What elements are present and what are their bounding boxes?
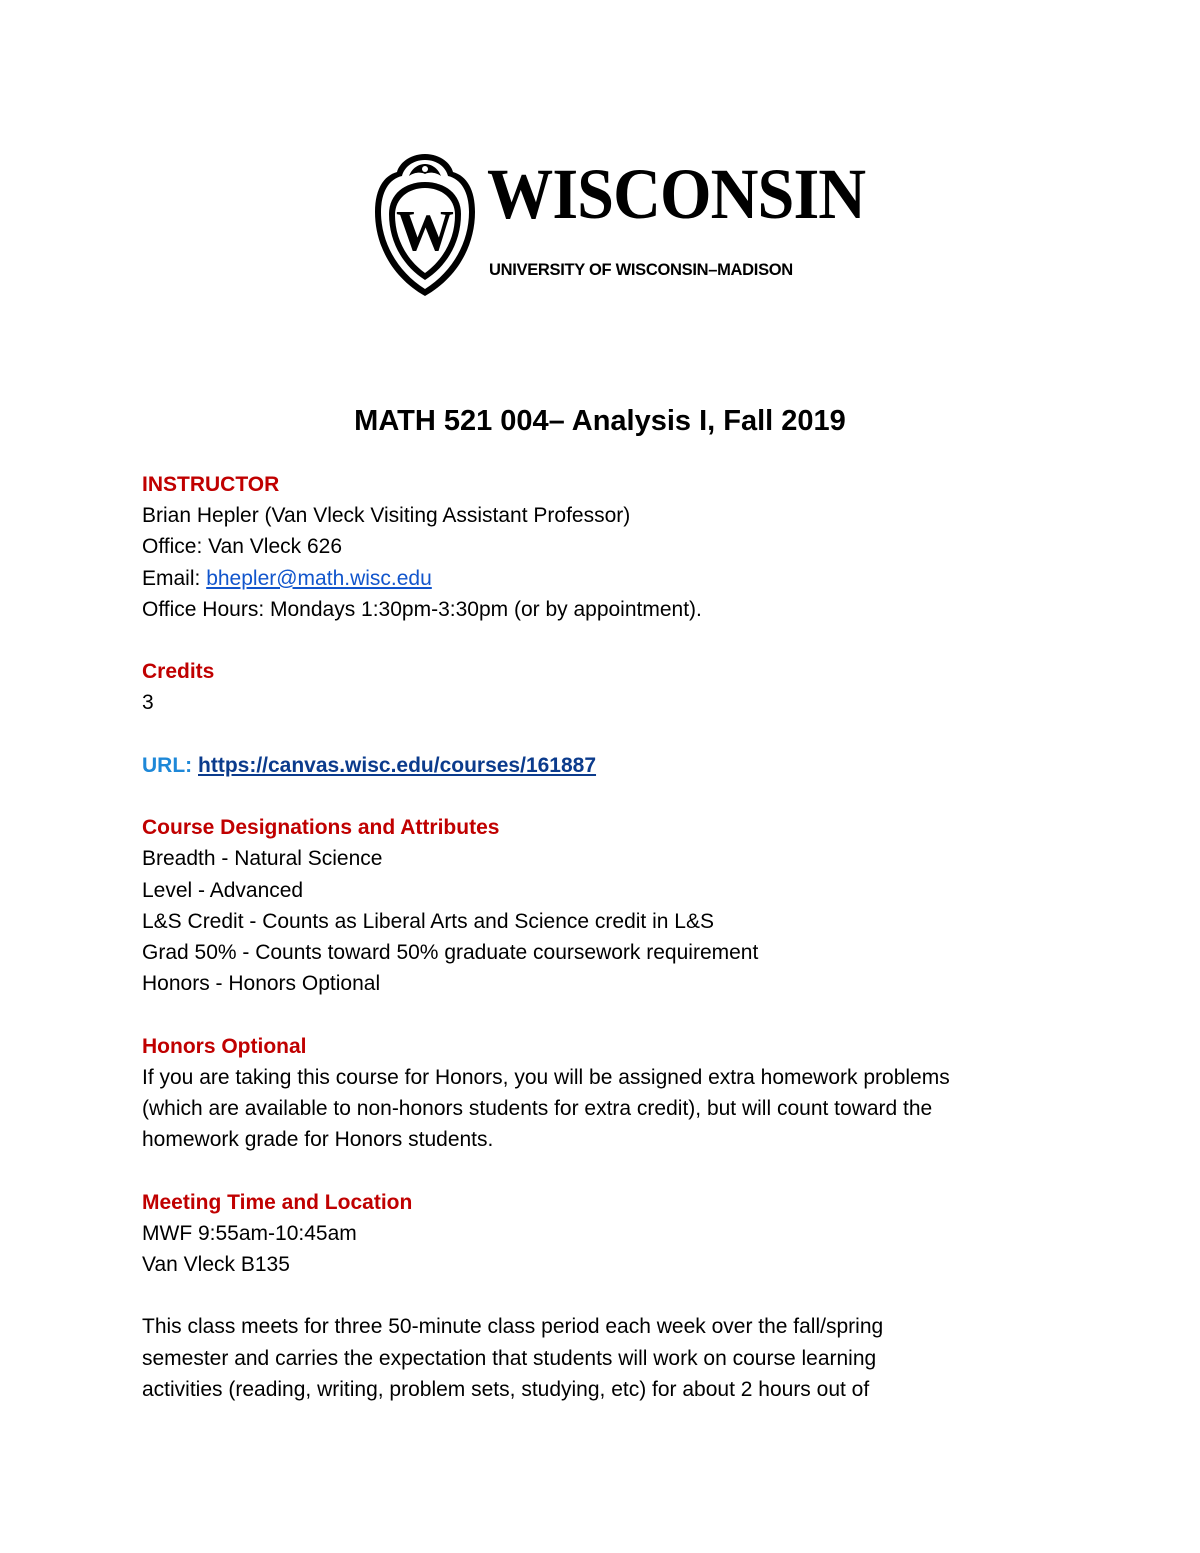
logo-subtitle: UNIVERSITY OF WISCONSIN–MADISON xyxy=(489,261,793,279)
honors-heading: Honors Optional xyxy=(142,1034,307,1058)
honors-text-line: (which are available to non-honors students for extra credit), but will count toward the xyxy=(142,1097,933,1120)
designation-item: Breadth - Natural Science xyxy=(142,847,383,871)
honors-text-line: If you are taking this course for Honors, you will be assigned extra homework problems xyxy=(142,1065,950,1089)
paragraph-line: This class meets for three 50-minute class period each week over the fall/spring xyxy=(142,1315,884,1339)
email-label: Email: xyxy=(142,566,207,590)
office-hours: Office Hours: Mondays 1:30pm-3:30pm (or by appointment). xyxy=(142,597,702,621)
logo-wordmark: WISCONSIN xyxy=(487,154,866,234)
designation-item: Level - Advanced xyxy=(142,878,304,902)
honors-text-line: homework grade for Honors students. xyxy=(142,1128,494,1152)
crest-icon xyxy=(369,150,481,300)
syllabus-content xyxy=(142,469,1102,1405)
designation-item: L&S Credit - Counts as Liberal Arts and Science credit in L&S xyxy=(142,909,714,933)
meeting-time: MWF 9:55am-10:45am xyxy=(142,1221,357,1245)
url-label: URL: xyxy=(142,753,198,777)
meeting-location: Van Vleck B135 xyxy=(142,1253,290,1276)
url-line xyxy=(142,750,1102,781)
instructor-heading: INSTRUCTOR xyxy=(142,473,280,496)
credits-value: 3 xyxy=(142,691,154,715)
designation-item: Honors - Honors Optional xyxy=(142,972,381,996)
paragraph-line: activities (reading, writing, problem sets, studying, etc) for about 2 hours out of xyxy=(142,1377,870,1401)
paragraph-line: semester and carries the expectation that students will work on course learning xyxy=(142,1346,877,1370)
instructor-office: Office: Van Vleck 626 xyxy=(142,535,343,559)
credits-heading: Credits xyxy=(142,660,215,684)
university-logo xyxy=(369,150,866,300)
course-url-link[interactable]: https://canvas.wisc.edu/courses/161887 xyxy=(198,753,597,777)
designations-heading: Course Designations and Attributes xyxy=(142,816,500,840)
instructor-email-line xyxy=(142,563,1102,594)
instructor-name: Brian Hepler (Van Vleck Visiting Assistant Professor) xyxy=(142,504,631,528)
page-title: MATH 521 004– Analysis I, Fall 2019 xyxy=(354,405,846,437)
designation-item: Grad 50% - Counts toward 50% graduate coursework requirement xyxy=(142,941,759,964)
meeting-heading: Meeting Time and Location xyxy=(142,1190,413,1214)
email-link[interactable]: bhepler@math.wisc.edu xyxy=(206,566,432,590)
crest-letter: W xyxy=(396,198,454,263)
